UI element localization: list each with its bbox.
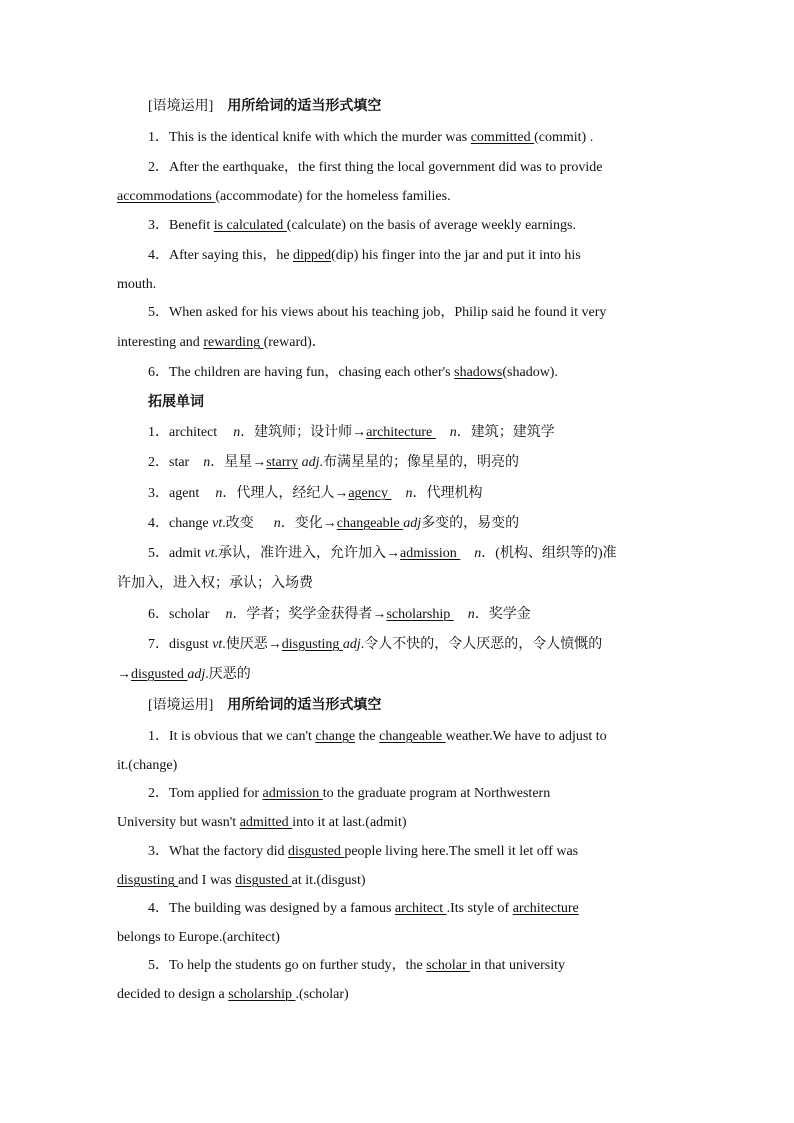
- exercise-item: [148, 128, 593, 148]
- part-of-speech: n: [449, 425, 457, 440]
- meaning: ．学者；奖学金获得者→: [232, 607, 387, 622]
- header-text: 用所给词的适当形式填空: [227, 698, 382, 713]
- exercise-item: [148, 246, 581, 266]
- meaning: .改变: [222, 516, 254, 531]
- item-text: (dip) his finger into the jar and put it into his: [331, 248, 581, 263]
- meaning: ．建筑；建筑学: [456, 425, 555, 440]
- item-number: 6．: [148, 607, 169, 622]
- item-text: weather.We have to adjust to: [445, 729, 607, 744]
- meaning: ．代理机构: [412, 486, 483, 501]
- answer-blank: disgusting: [281, 637, 343, 652]
- vocab-item: [148, 605, 531, 625]
- answer-blank: admission: [262, 786, 323, 801]
- part-of-speech: n: [405, 486, 413, 501]
- answer-blank: changeable: [336, 516, 404, 531]
- exercise-item-cont: [117, 928, 280, 948]
- exercise-item: [148, 784, 550, 804]
- item-number: 5．: [148, 305, 169, 320]
- exercise-item: [148, 956, 565, 976]
- vocab-word: scholar: [169, 607, 210, 622]
- exercise-item: [148, 216, 576, 236]
- item-number: 7．: [148, 637, 169, 652]
- item-text: (reward)．: [263, 335, 326, 350]
- vocab-word: change: [169, 516, 209, 531]
- answer-blank: shadows: [454, 365, 503, 380]
- item-number: 3．: [148, 218, 169, 233]
- vocab-item-cont: [117, 574, 313, 594]
- answer-blank: scholarship: [386, 607, 454, 622]
- answer-blank: admission: [400, 546, 461, 561]
- part-of-speech: n: [203, 455, 211, 470]
- section-title: 拓展单词: [148, 395, 204, 410]
- section-header: [148, 696, 381, 716]
- exercise-item-cont: [117, 187, 451, 207]
- item-text: mouth.: [117, 277, 157, 292]
- part-of-speech: vt: [212, 637, 223, 652]
- item-text: and I was: [178, 873, 236, 888]
- meaning: ．代理人，经纪人→: [222, 486, 349, 501]
- item-text: The children are having fun，chasing each other's: [169, 365, 455, 380]
- item-text: (calculate) on the basis of average weekly earnings.: [286, 218, 576, 233]
- answer-blank: starry: [266, 455, 299, 470]
- item-text: (shadow).: [502, 365, 558, 380]
- exercise-item-cont: [117, 333, 326, 353]
- part-of-speech: adj: [187, 667, 206, 682]
- item-text: After the earthquake，the first thing the local government did was to provide: [169, 160, 603, 175]
- vocab-word: architect: [169, 425, 218, 440]
- meaning: ．变化→: [280, 516, 337, 531]
- answer-blank: committed: [470, 130, 535, 145]
- part-of-speech: n: [215, 486, 223, 501]
- item-text: University but wasn't: [117, 815, 240, 830]
- exercise-item: [148, 899, 579, 919]
- meaning: .厌恶的: [205, 667, 251, 682]
- exercise-item: [148, 303, 606, 323]
- item-number: 4．: [148, 516, 169, 531]
- arrow-glyph: →: [117, 667, 131, 682]
- item-text: people living here.The smell it let off was: [344, 844, 579, 859]
- section-header: [148, 97, 381, 117]
- meaning: .令人不快的，令人厌恶的，令人愤慨的: [360, 637, 603, 652]
- answer-blank: agency: [348, 486, 392, 501]
- exercise-item: [148, 363, 558, 383]
- answer-blank: architecture: [366, 425, 436, 440]
- vocab-item-cont: [117, 665, 251, 685]
- answer-blank: scholarship: [228, 987, 296, 1002]
- header-text: 用所给词的适当形式填空: [227, 99, 382, 114]
- item-number: 3．: [148, 844, 169, 859]
- item-number: 4．: [148, 901, 169, 916]
- exercise-item-cont: [117, 756, 177, 776]
- meaning: ．星星→: [210, 455, 267, 470]
- item-number: 1．: [148, 130, 169, 145]
- exercise-item-cont: [117, 871, 366, 891]
- answer-blank: change: [315, 729, 356, 744]
- item-text: in that university: [470, 958, 566, 973]
- exercise-item: [148, 842, 578, 862]
- meaning: 多变的，易变的: [421, 516, 520, 531]
- exercise-item-cont: [117, 275, 156, 295]
- vocab-item: [148, 514, 519, 534]
- item-text: Tom applied for: [169, 786, 263, 801]
- exercise-item: [148, 158, 602, 178]
- item-text: (accommodate) for the homeless families.: [215, 189, 451, 204]
- item-text: at it.(disgust): [291, 873, 366, 888]
- answer-blank: admitted: [239, 815, 293, 830]
- answer-blank: architect: [394, 901, 447, 916]
- vocab-item: [148, 453, 519, 473]
- part-of-speech: adj: [342, 637, 361, 652]
- item-text: What the factory did: [169, 844, 288, 859]
- answer-blank: rewarding: [203, 335, 264, 350]
- item-text: It is obvious that we can't: [169, 729, 316, 744]
- item-number: 2．: [148, 455, 169, 470]
- item-number: 6．: [148, 365, 169, 380]
- answer-blank: disgusted: [131, 667, 188, 682]
- answer-blank: is calculated: [213, 218, 287, 233]
- answer-blank: accommodations: [117, 189, 216, 204]
- item-number: 5．: [148, 546, 169, 561]
- exercise-item: [148, 727, 607, 747]
- answer-blank: dipped: [293, 248, 332, 263]
- answer-blank: architecture: [512, 901, 579, 916]
- header-tag: [语境运用]: [148, 698, 214, 713]
- part-of-speech: n: [225, 607, 233, 622]
- vocab-word: disgust: [169, 637, 209, 652]
- vocab-word: star: [169, 455, 190, 470]
- meaning: .使厌恶→: [222, 637, 282, 652]
- item-number: 4．: [148, 248, 169, 263]
- meaning: ．(机构、组织等的)准: [481, 546, 617, 561]
- exercise-item-cont: [117, 985, 349, 1005]
- item-text: Benefit: [169, 218, 214, 233]
- answer-blank: scholar: [426, 958, 471, 973]
- answer-blank: disgusted: [235, 873, 292, 888]
- header-tag: [语境运用]: [148, 99, 214, 114]
- meaning: ．奖学金: [474, 607, 531, 622]
- item-number: 1．: [148, 425, 169, 440]
- answer-blank: disgusting: [117, 873, 179, 888]
- item-text: interesting and: [117, 335, 204, 350]
- vocab-word: agent: [169, 486, 200, 501]
- vocab-item: [148, 484, 482, 504]
- item-number: 3．: [148, 486, 169, 501]
- meaning: .布满星星的；像星星的，明亮的: [319, 455, 519, 470]
- item-text: .(scholar): [295, 987, 349, 1002]
- item-text: .Its style of: [446, 901, 513, 916]
- vocab-word: admit: [169, 546, 201, 561]
- answer-blank: disgusted: [287, 844, 345, 859]
- item-text: the: [355, 729, 380, 744]
- item-text: (commit) .: [534, 130, 594, 145]
- part-of-speech: n: [273, 516, 281, 531]
- item-text: When asked for his views about his teaching job，Philip said he found it very: [169, 305, 607, 320]
- item-text: decided to design a: [117, 987, 229, 1002]
- part-of-speech: n: [474, 546, 482, 561]
- answer-blank: changeable: [379, 729, 446, 744]
- part-of-speech: n: [467, 607, 475, 622]
- meaning: .承认，准许进入，允许加入→: [214, 546, 400, 561]
- item-text: To help the students go on further study，the: [169, 958, 427, 973]
- part-of-speech: vt: [212, 516, 223, 531]
- part-of-speech: adj: [301, 455, 320, 470]
- vocab-item: [148, 423, 555, 443]
- meaning: 许加入，进入权；承认；入场费: [117, 576, 313, 591]
- exercise-item-cont: [117, 813, 407, 833]
- item-text: belongs to Europe.(architect): [117, 930, 280, 945]
- item-text: This is the identical knife with which the murder was: [169, 130, 471, 145]
- item-number: 2．: [148, 160, 169, 175]
- item-text: into it at last.(admit): [292, 815, 407, 830]
- meaning: ．建筑师；设计师→: [240, 425, 367, 440]
- vocab-item: [148, 544, 617, 564]
- item-number: 2．: [148, 786, 169, 801]
- item-text: it.(change): [117, 758, 178, 773]
- part-of-speech: n: [233, 425, 241, 440]
- part-of-speech: vt: [204, 546, 215, 561]
- item-number: 1．: [148, 729, 169, 744]
- vocab-item: [148, 635, 602, 655]
- item-number: 5．: [148, 958, 169, 973]
- item-text: to the graduate program at Northwestern: [322, 786, 551, 801]
- item-text: The building was designed by a famous: [169, 901, 395, 916]
- part-of-speech: adj: [403, 516, 422, 531]
- item-text: After saying this，he: [169, 248, 294, 263]
